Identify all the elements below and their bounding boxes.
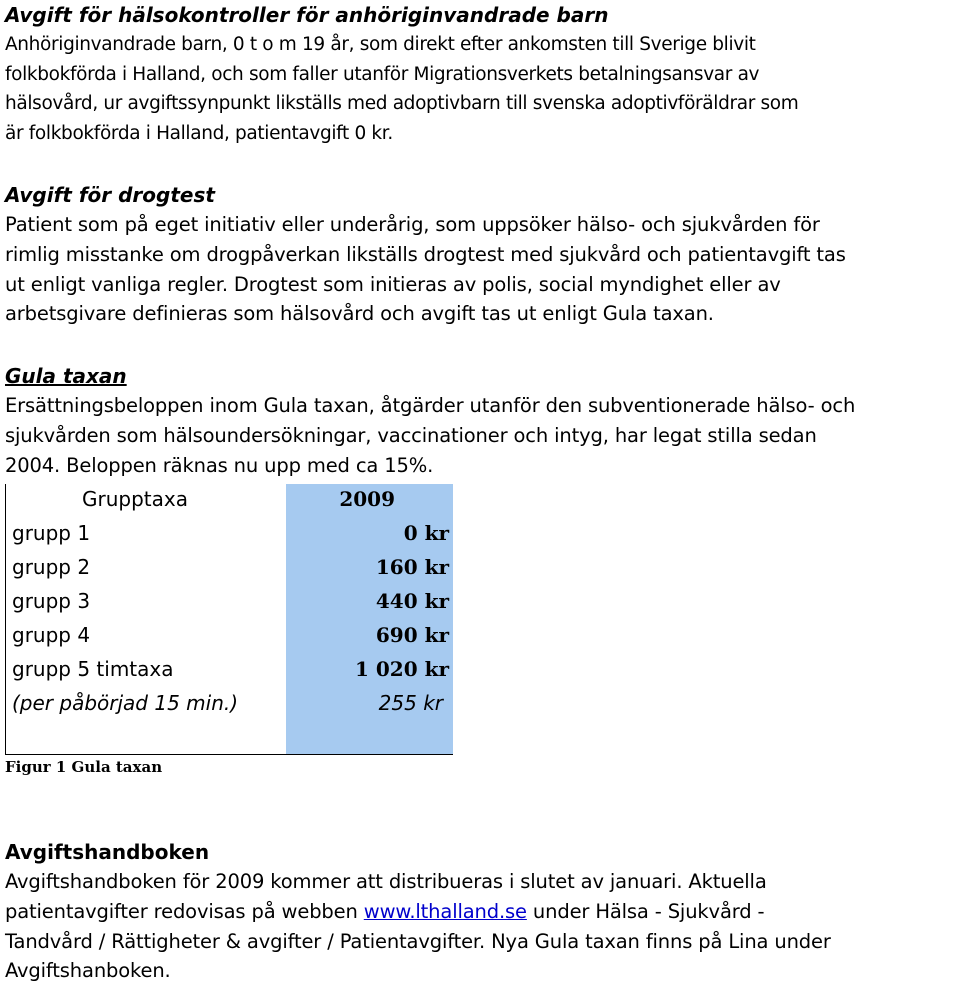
table-row bbox=[6, 654, 453, 688]
section-title: Avgift för hälsokontroller för anhöriginvandrade barn bbox=[5, 3, 609, 27]
fee-table-header bbox=[6, 484, 453, 518]
header-year: 2009 bbox=[339, 487, 395, 511]
paragraph-line: Patient som på eget initiativ eller underårig, som uppsöker hälso- och sjukvården för bbox=[5, 213, 820, 236]
table-row bbox=[6, 552, 453, 586]
paragraph-line: Anhöriginvandrade barn, 0 t o m 19 år, som direkt efter ankomsten till Sverige blivit bbox=[5, 34, 756, 55]
paragraph-line: är folkbokförda i Halland, patientavgift 0 kr. bbox=[5, 122, 393, 144]
section-title: Avgiftshandboken bbox=[5, 840, 210, 864]
table-row bbox=[6, 586, 453, 620]
fee-table bbox=[5, 484, 453, 755]
row-label: grupp 2 bbox=[12, 555, 91, 579]
row-value: 1 020 kr bbox=[355, 657, 449, 681]
table-row bbox=[6, 518, 453, 552]
paragraph-line: sjukvården som hälsoundersökningar, vaccinationer och intyg, har legat stilla sedan bbox=[5, 423, 817, 447]
table-row bbox=[6, 688, 453, 722]
row-label: grupp 1 bbox=[12, 521, 91, 545]
paragraph-line: folkbokförda i Halland, och som faller utanför Migrationsverkets betalningsansvar av bbox=[5, 63, 760, 85]
table-row bbox=[6, 620, 453, 654]
section-title: Gula taxan bbox=[5, 364, 127, 388]
row-value: 0 kr bbox=[403, 521, 449, 545]
paragraph-line: Ersättningsbeloppen inom Gula taxan, åtgärder utanför den subventionerade hälso- och bbox=[5, 394, 856, 417]
section-child-health-fee bbox=[5, 1, 957, 148]
paragraph-line: hälsovård, ur avgiftssynpunkt likställs med adoptivbarn till svenska adoptivföräldrar som bbox=[5, 93, 799, 114]
paragraph-line: Avgiftshanboken. bbox=[5, 959, 171, 983]
row-label: grupp 4 bbox=[12, 623, 91, 647]
row-value: 160 kr bbox=[375, 555, 449, 579]
paragraph-line: ut enligt vanliga regler. Drogtest som initieras av polis, social myndighet eller av bbox=[5, 272, 781, 296]
paragraph-line: Avgiftshandboken för 2009 kommer att distribueras i slutet av januari. Aktuella bbox=[5, 870, 767, 893]
row-label: grupp 5 timtaxa bbox=[12, 657, 174, 681]
row-value: 255 kr bbox=[378, 691, 443, 715]
figure-caption: Figur 1 Gula taxan bbox=[5, 758, 163, 776]
section-handbook bbox=[5, 838, 957, 986]
section-yellow-tariff bbox=[5, 362, 957, 480]
text-span: patientavgifter redovisas på webben bbox=[5, 899, 364, 923]
paragraph-line: arbetsgivare definieras som hälsovård och avgift tas ut enligt Gula taxan. bbox=[5, 302, 714, 326]
paragraph-line bbox=[5, 897, 957, 927]
paragraph-line: Tandvård / Rättigheter & avgifter / Patientavgifter. Nya Gula taxan finns på Lina under bbox=[5, 929, 831, 953]
paragraph-line: rimlig misstanke om drogpåverkan likställs drogtest med sjukvård och patientavgift tas bbox=[5, 242, 846, 266]
row-label: (per påbörjad 15 min.) bbox=[12, 691, 239, 715]
row-label: grupp 3 bbox=[12, 589, 91, 613]
website-link[interactable]: www.lthalland.se bbox=[363, 899, 527, 923]
section-title: Avgift för drogtest bbox=[5, 183, 215, 207]
paragraph-line: 2004. Beloppen räknas nu upp med ca 15%. bbox=[5, 453, 434, 477]
header-label: Grupptaxa bbox=[82, 487, 188, 511]
section-drug-test bbox=[5, 181, 957, 329]
row-value: 690 kr bbox=[375, 623, 449, 647]
row-value: 440 kr bbox=[375, 589, 449, 613]
text-span: under Hälsa - Sjukvård - bbox=[526, 899, 765, 923]
